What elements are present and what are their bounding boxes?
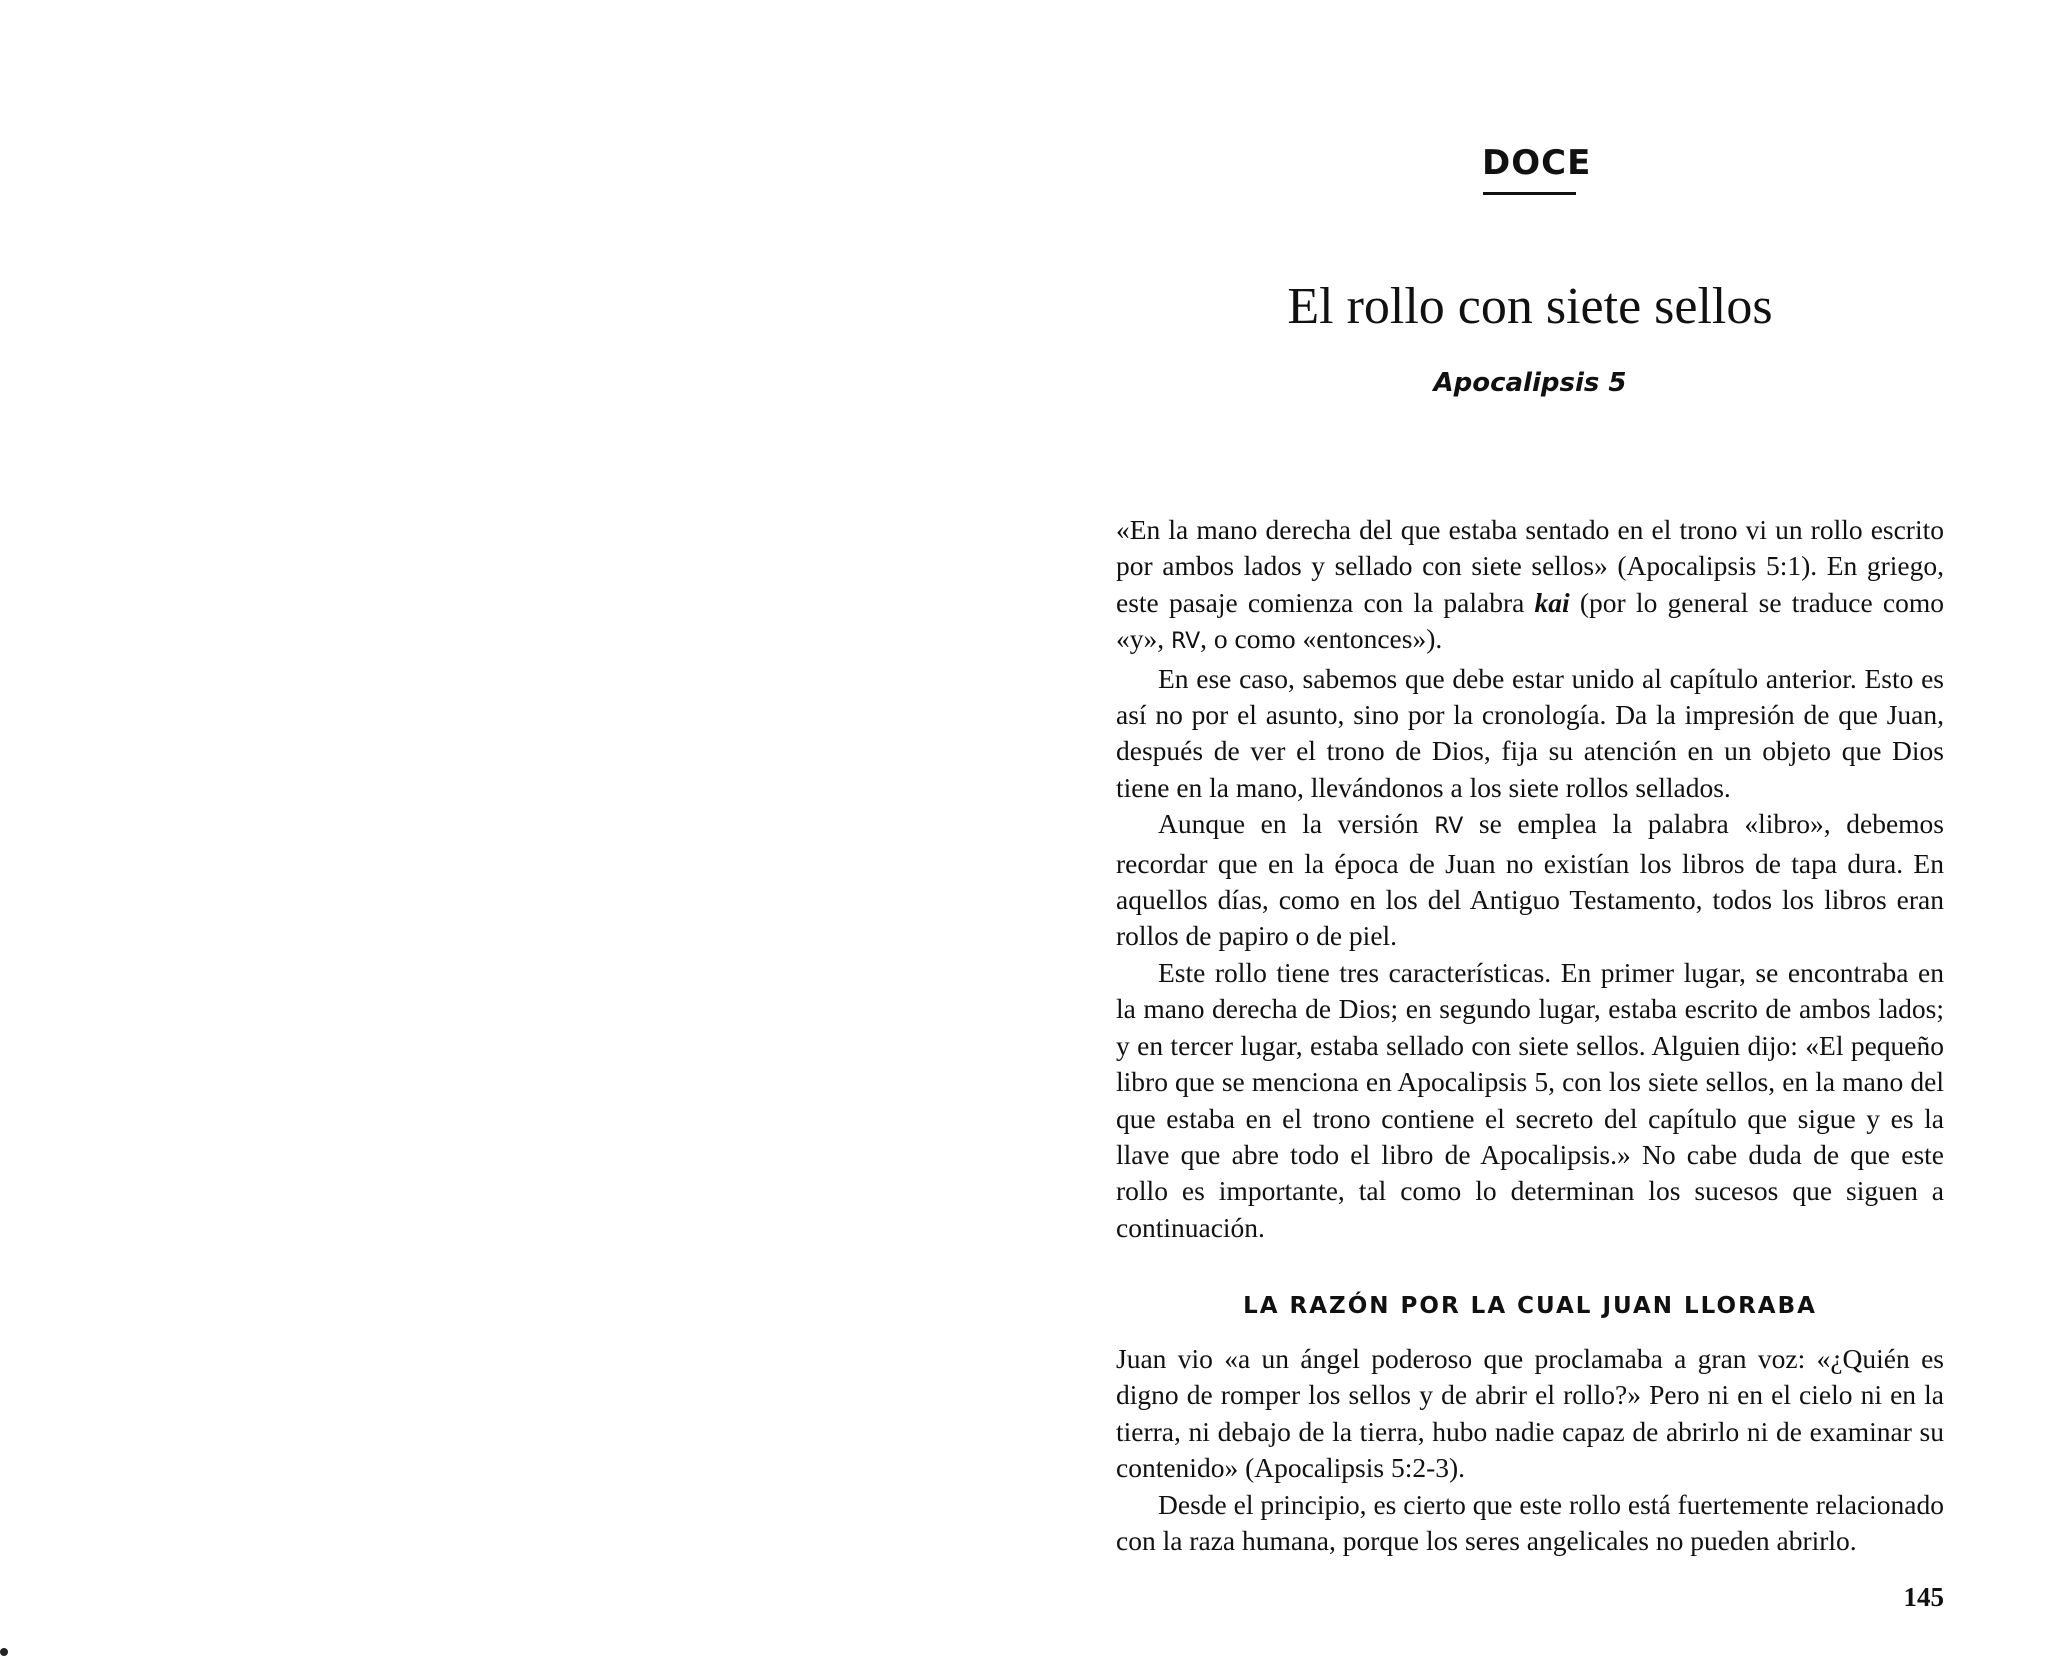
paragraph: Juan vio «a un ángel poderoso que proclamaba a gran voz: «¿Quién es digno de romper los sellos y de abrir el rollo?» Pero ni en el cielo ni en la tierra, ni debajo de la tierra, hubo nadie capaz de abrirlo ni de examinar su contenido» (Apocalipsis 5:2-3). xyxy=(1116,1343,1944,1484)
paragraph: Este rollo tiene tres características. En primer lugar, se encontraba en la mano derecha de Dios; en segundo lugar, estaba escrito de ambos lados; y en tercer lugar, estaba sellado con siete sellos. Alguien dijo: «El pequeño libro que se menciona en Apocalipsis 5, con los siete sellos, en la mano del que estaba en el trono contiene el secreto del capítulo que sigue y es la llave que abre todo el libro de Apocalipsis.» No cabe duda de que este rollo es importante, tal como lo determinan los sucesos que siguen a continuación. xyxy=(1116,956,1944,1243)
section-a-body xyxy=(1116,512,1944,1246)
paragraph: Desde el principio, es cierto que este rollo está fuertemente relacionado con la raza humana, porque los seres angelicales no pueden abrirlo. xyxy=(1116,1488,1944,1557)
text-run: se emplea la palabra «libro», debemos recordar que en la época de Juan no existían los libros de tapa dura. En aquellos días, como en los del Antiguo Testamento, todos los libros eran rollos de papiro o de piel. xyxy=(1116,808,1944,952)
abbreviation: RV xyxy=(1171,629,1201,655)
text-run: (por lo general se traduce como «y», xyxy=(1116,586,1944,655)
chapter-subtitle: Apocalipsis 5 xyxy=(1433,368,1627,398)
paragraph: En ese caso, sabemos que debe estar unido al capítulo anterior. Esto es así no por el asunto, sino por la cronología. Da la impresión de que Juan, después de ver el trono de Dios, fija su atención en un objeto que Dios tiene en la mano, llevándonos a los siete rollos sellados. xyxy=(1116,662,1944,803)
page-number: 145 xyxy=(1903,1582,1944,1612)
section-heading: LA RAZÓN POR LA CUAL JUAN LLORABA xyxy=(1243,1293,1817,1319)
scan-edge-mark xyxy=(0,1648,8,1656)
text-run: «En la mano derecha del que estaba sentado en el trono vi un rollo escrito por ambos lados y sellado con siete sellos» (Apocalipsis 5:1). En griego, este pasaje comienza con la palabra xyxy=(1116,514,1944,618)
text-run: , o como «entonces»). xyxy=(1200,623,1443,655)
chapter-title: El rollo con siete sellos xyxy=(1287,278,1773,335)
paragraph xyxy=(1116,512,1944,661)
paragraph xyxy=(1116,806,1944,955)
section-b-body xyxy=(1116,1341,1944,1559)
emphasis-word: kai xyxy=(1534,586,1570,618)
chapter-rule xyxy=(1483,192,1576,195)
chapter-label: DOCE xyxy=(1482,143,1592,183)
abbreviation: RV xyxy=(1434,814,1464,840)
text-run: Aunque en la versión xyxy=(1158,808,1435,840)
